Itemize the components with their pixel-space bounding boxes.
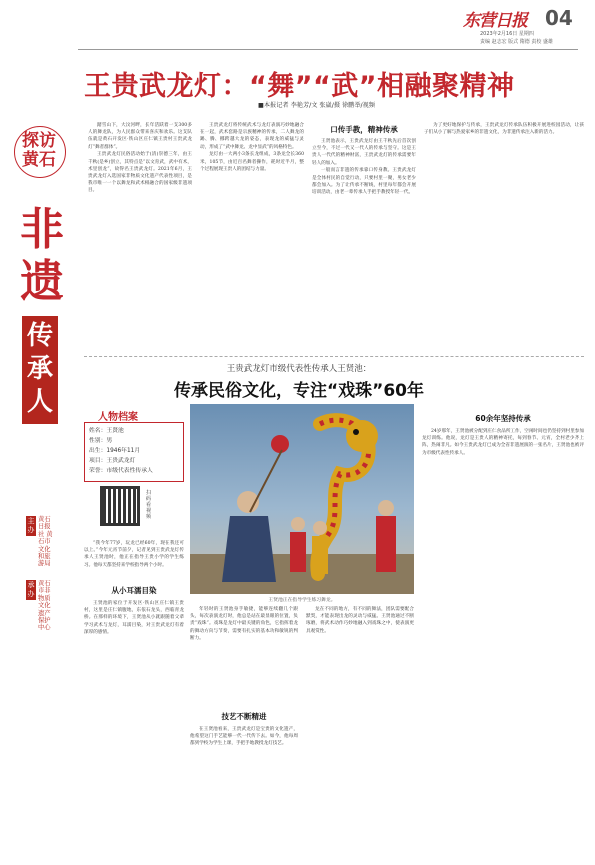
second-col-b	[190, 606, 298, 706]
right-col-a-paragraph-2: 一般而言非遗的传承靠口传身教。王贵武龙灯是全体村民的自觉行动，只要村里一聚，男女老少都会加入。为了让传承不断线，村里每年都会开展培训活动，由老一辈传承人手把手教授年轻一代。	[312, 168, 416, 196]
second-col-b-paragraph: 年轻时的王贤池身手敏捷，能够连续翻几个跟头，每次表演龙灯时，他总是站在最显眼的位置，负责“戏珠”。戏珠是龙灯中最关键的角色，它指挥着龙的舞动方向与节奏，需要有扎实的基本功和敏锐的判断力。	[190, 607, 298, 641]
second-col-d	[190, 726, 298, 852]
page-number: 04	[545, 6, 573, 30]
second-intro-paragraph: “我今年77岁，玩龙已经60年，现在我还可以上。”今年元宵节前夕，记者见到王贵武龙灯传承人王贤池时，他正在指导王贵小学的学生练习。他每天都坚持来学校指导两个小时。	[84, 541, 184, 568]
top-story-paragraph-2: 王贵武龙灯民俗活动始于(清)崇德三年，由王千秋(是乡)创立，其特点是“以文育武，武中有术，术里创龙”，故得名王贵武龙灯。2021年6月，王贵武龙灯入选国家非物质文化遗产代表性项目，是我市唯一一个以舞龙和武术相融合的国家级非遗项目。	[88, 152, 192, 194]
masthead-rule	[78, 49, 578, 50]
section-heading-2: 技艺不断精进	[221, 712, 267, 721]
main-headline: 王贵武龙灯：“舞”“武”相融聚精神	[84, 71, 515, 102]
qr-caption: 扫码看视频	[146, 490, 152, 520]
profile-row-project: 项目：王贵武龙灯	[89, 458, 136, 464]
second-col-c	[306, 606, 414, 852]
masthead	[0, 0, 595, 45]
profile-card	[84, 406, 184, 536]
feature-photo-caption: 王贤池正在指导学生练习舞龙。	[268, 598, 336, 603]
feature-photo	[190, 404, 414, 594]
second-intro	[84, 540, 184, 584]
cohost-label: 承办	[27, 581, 35, 598]
feature-photo-illustration	[190, 404, 414, 594]
editor-credits: 责编 赵志宏 版式 隋德 责校 盛雄	[480, 39, 553, 45]
section-heading-3: 60余年坚持传承	[475, 414, 531, 423]
section-heading-1: 从小耳濡目染	[111, 586, 157, 595]
second-col-d-paragraph: 在王贤池看来，王贵武龙灯是宝贵的文化遗产，他希望这门手艺能够一代一代传下去。如今，他每周都到学校为学生上课，手把手地教授龙灯技艺。	[190, 727, 298, 747]
right-col-a-text	[312, 138, 416, 348]
profile-row-gender: 性别：男	[89, 438, 113, 444]
second-col-a-paragraph: 王贤池的家位于开发区·铁山区庄仁镇王贵村，这里是庄仁镇腹地，东依石龙头，西临青龙桥。在那样的环境下，王贤池从小就跟随着父辈学习武术与龙灯，耳濡目染，对王贵武龙灯有着深厚的感情。	[84, 601, 184, 635]
right-section-a-head: 口传手教，精神传承	[330, 125, 398, 134]
masthead-logo: 东营日报	[463, 11, 527, 31]
top-story-paragraph-4: 龙灯由一大两小3条长龙组成，3条龙全长360米，105节，由近百名舞者操作，耗时近半月，整个过程展现王贵人的团结与力量。	[200, 152, 304, 172]
qr-code[interactable]	[100, 486, 140, 526]
second-col-a	[84, 600, 184, 850]
banner-title: 探访黄石	[22, 131, 56, 170]
right-col-b-text	[424, 122, 584, 348]
host-text: 黄石日报社 黄石市文化和旅游局	[38, 516, 53, 568]
story-separator	[84, 356, 584, 357]
profile-card-box	[84, 422, 184, 482]
host-label: 主办	[27, 517, 35, 534]
banner-big-chars: 非遗	[20, 204, 64, 307]
top-story-col-1	[88, 122, 192, 352]
column-banner	[10, 120, 68, 632]
main-byline: ■本报记者 李艳芳/文 张崴/摄 徐鹏举/视频	[258, 102, 375, 109]
second-kicker: 王贵武龙灯市级代表性传承人王贤池：	[226, 364, 372, 374]
second-col-c-paragraph: 龙在不同的地方，有不同的舞法，团队需要配合默契，才能表现出龙的灵动与威猛。王贤池通过不断琢磨，将武术动作巧妙地融入到戏珠之中，使表演更具观赏性。	[306, 607, 414, 634]
profile-row-honor: 荣誉：市级代表性传承人	[89, 468, 153, 474]
issue-date: 2023年2月16日 星期四	[480, 31, 534, 37]
top-story-paragraph-1: 踏雪山下，大汶河畔，长年活跃着一支300多人的舞龙队，为人民群众带来喜庆和欢乐。这支队伍就是黄石开发区·铁山区庄仁镇王贵村王贵武龙灯“舞者群体”。	[88, 123, 192, 150]
profile-card-title: 人物档案	[98, 412, 138, 423]
top-story-col-2	[200, 122, 304, 352]
top-story-paragraph-3: 王贵武龙灯将传统武术与龙灯表演巧妙地融合在一起，武术套路是宗族精神的传承，二人舞龙的踢、腾、挪跨越大龙的姿态，表现龙的威猛与灵动，形成了“武中舞龙、龙中显武”的风格特色。	[200, 123, 304, 150]
second-col-e	[422, 428, 584, 852]
profile-row-name: 姓名：王贤池	[89, 428, 124, 434]
banner-subtitle: 传承人	[26, 321, 53, 417]
right-col-b-paragraph-1: 为了更好地保护与传承，王贵武龙灯传承队伍积极开展进校园活动，让孩子们从小了解与热爱家乡的非遗文化，为非遗传承注入新的活力。	[424, 123, 584, 136]
right-col-a-paragraph-1: 王贤池表示，王贵武龙灯由王千秋先后首次创立至今，不过一代又一代人的传承与坚守。这是王贵人一代代的精神财富，王贵武龙灯的传承需要年轻人的加入。	[312, 139, 416, 166]
second-headline: 传承民俗文化，专注“戏珠”60年	[173, 381, 424, 401]
cohost-text: 黄石市非物质文化遗产保护中心	[38, 580, 51, 632]
profile-row-birth: 出生：1946年11月	[89, 448, 141, 454]
second-col-e-paragraph: 24岁那年，王贤池被分配到庄仁食品所工作，空闲时间也仍坚持到村里参加龙灯训练。他说，龙灯是王贵人的精神寄托，每到春节、元宵，全村老少齐上阵，热闹非凡。如今王贵武龙灯已成为全省非遗展演的一张名片，王贤池也被评为市级代表性传承人。	[422, 429, 584, 456]
